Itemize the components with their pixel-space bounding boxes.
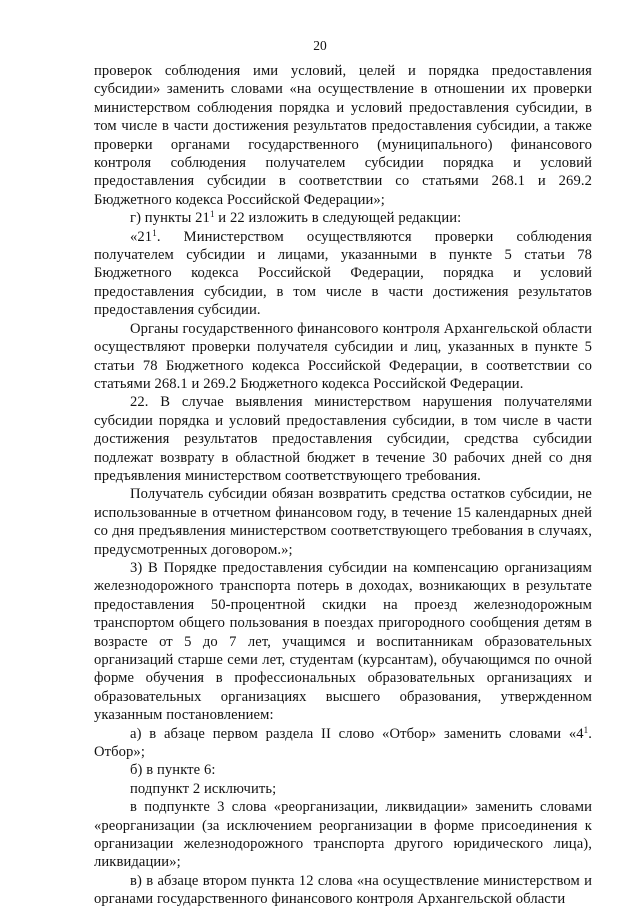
paragraph: 3) В Порядке предоставления субсидии на компенсацию организациям железнодорожного транспорта потерь в доходах, возникающих в результате предоставления 50-процентной скидки на проезд железнодорожным транспортом общего пользования в поездах пригородного сообщения детям в возрасте от 5 до 7 лет, учащимся и воспитанникам образовательных организаций старше семи лет, студентам (курсантам), обучающимся по очной форме обучения в профессиональных образовательных организациях и образовательных организациях высшего образования, утвержденном указанным постановлением:: [94, 559, 592, 724]
paragraph: в) в абзаце втором пункта 12 слова «на осуществление министерством и органами государственного финансового контроля Архангельской области: [94, 872, 592, 908]
document-body: [94, 62, 592, 909]
paragraph: 22. В случае выявления министерством нарушения получателями субсидии порядка и условий предоставления субсидии, в том числе в части достижения результатов предоставления субсидии, средства субсидии подлежат возврату в областной бюджет в течение 30 рабочих дней со дня предъявления министерством соответствующего требования.: [94, 394, 592, 484]
paragraph: г) пункты $21^1$ и 22 изложить в следующей редакции:: [130, 209, 462, 227]
paragraph: Получатель субсидии обязан возвратить средства остатков субсидии, не использованные в отчетном финансовом году, в течение 15 календарных дней со дня предъявления министерством соответствующего требования в случаях, предусмотренных договором.»;: [94, 486, 592, 558]
paragraph: подпункт 2 исключить;: [130, 780, 277, 797]
paragraph: а) в абзаце первом раздела II слово «Отбор» заменить словами «$4^1$. Отбор»;: [94, 724, 592, 761]
paragraph: Органы государственного финансового контроля Архангельской области осуществляют проверки получателя субсидии и лиц, указанных в пункте 5 статьи 78 Бюджетного кодекса Российской Федерации, в соответствии со статьями 268.1 и 269.2 Бюджетного кодекса Российской Федерации.: [94, 320, 592, 392]
paragraph: б) в пункте 6:: [130, 762, 216, 779]
paragraph: проверок соблюдения ими условий, целей и порядка предоставления субсидии» заменить словами «на осуществление в отношении их проверки министерством соблюдения порядка и условий предоставления субсидии, в том числе в части достижения результатов предоставления субсидии, а также проверки органами государственного (муниципального) финансового контроля соблюдения получателем субсидии порядка и условий предоставления субсидии в соответствии со статьями 268.1 и 269.2 Бюджетного кодекса Российской Федерации»;: [94, 63, 592, 208]
page-number: 20: [313, 38, 327, 53]
paragraph: в подпункте 3 слова «реорганизации, ликвидации» заменить словами «реорганизации (за исключением реорганизации в форме присоединения к организации железнодорожного транспорта другого юридического лица), ликвидации»;: [94, 799, 592, 871]
paragraph: «$21^1$. Министерством осуществляются проверки соблюдения получателем субсидии и лицами, указанными в пункте 5 статьи 78 Бюджетного кодекса Российской Федерации, порядка и условий предоставления субсидии, в том числе в части достижения результатов предоставления субсидии.: [94, 227, 592, 319]
